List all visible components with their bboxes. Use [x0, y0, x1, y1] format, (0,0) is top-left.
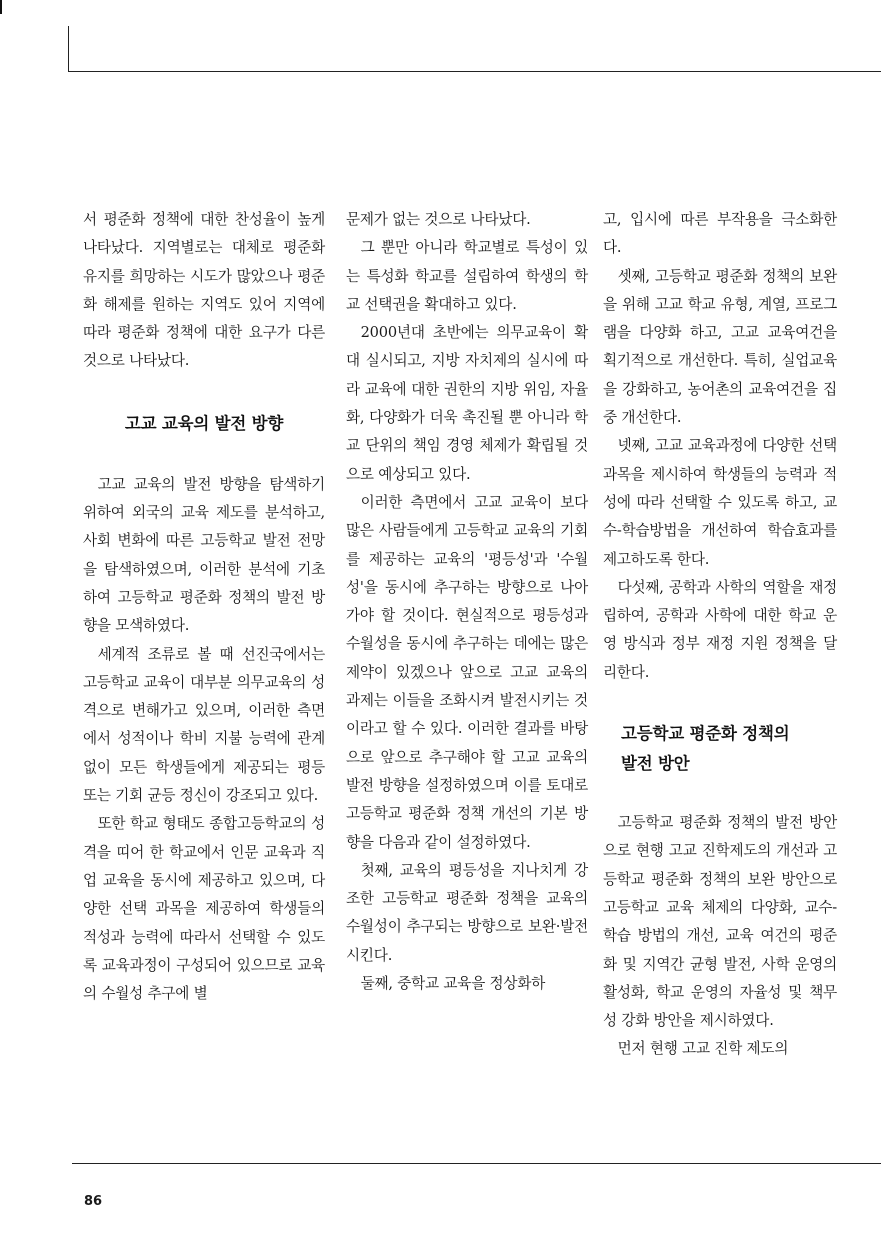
- paragraph: 고, 입시에 따른 부작용을 극소화한다.: [603, 211, 837, 257]
- paragraph: 넷째, 고교 교육과정에 다양한 선택 과목을 제시하여 학생들의 능력과 적성에 따라 선택할 수 있도록 하고, 교수-학습방법을 개선하여 학습효과를 제고하도록 한다.: [603, 437, 837, 568]
- paragraph: 그 뿐만 아니라 학교별로 특성이 있는 특성화 학교를 설립하여 학생의 학교 선택권을 확대하고 있다.: [346, 239, 588, 313]
- paragraph: 첫째, 교육의 평등성을 지나치게 강조한 고등학교 평준화 정책을 교육의 수월성이 추구되는 방향으로 보완·발전시킨다.: [346, 861, 588, 964]
- paragraph: 다섯째, 공학과 사학의 역할을 재정립하여, 공학과 사학에 대한 학교 운영 방식과 정부 재정 지원 정책을 달리한다.: [603, 578, 837, 681]
- section-heading-development-direction: 고교 교육의 발전 방향: [124, 413, 284, 433]
- paragraph: 2000년대 초반에는 의무교육이 확대 실시되고, 지방 자치제의 실시에 따라 교육에 대한 권한의 지방 위임, 자율화, 다양화가 더욱 촉진될 뿐 아니라 학교 단위의 책임 경영 체제가 확립될 것으로 예상되고 있다.: [346, 324, 588, 483]
- paragraph: 둘째, 중학교 교육을 정상화하: [360, 975, 546, 993]
- footer-rule: [72, 1163, 881, 1164]
- paragraph: 또한 학교 형태도 종합고등학교의 성격을 띠어 한 학교에서 인문 교육과 직업 교육을 동시에 제공하고 있으며, 다양한 선택 과목을 제공하여 학생들의 적성과 능력에 따라서 선택할 수 있도록 교육과정이 구성되어 있으므로 교육의 수월성 추구에 별: [83, 815, 325, 1003]
- paragraph: 이러한 측면에서 고교 교육이 보다 많은 사람들에게 고등학교 교육의 기회를 제공하는 교육의 '평등성'과 '수월성'을 동시에 추구하는 방향으로 나아가야 할 것이다. 현실적으로 평등성과 수월성을 동시에 추구하는 데에는 많은 제약이 있겠으나 앞으로 고교 교육의 과제는 이들을 조화시켜 발전시키는 것이라고 할 수 있다. 이러한 결과를 바탕으로 앞으로 추구해야 할 고교 교육의 발전 방향을 설정하였으며 이를 토대로 고등학교 평준화 정책 개선의 기본 방향을 다음과 같이 설정하였다.: [346, 493, 588, 851]
- page-number: 86: [84, 1194, 103, 1209]
- paragraph: 먼저 현행 고교 진학 제도의: [617, 1040, 789, 1058]
- section-heading-development-plan: [621, 719, 837, 779]
- heading-line: 발전 방안: [621, 754, 690, 774]
- paragraph: 문제가 없는 것으로 나타났다.: [346, 211, 531, 228]
- margin-tick-mark: [0, 0, 2, 14]
- paragraph: 셋째, 고등학교 평준화 정책의 보완을 위해 고교 학교 유형, 계열, 프로그램을 다양화 하고, 고교 교육여건을 획기적으로 개선한다. 특히, 실업교육을 강화하고, 농어촌의 교육여건을 집중 개선한다.: [603, 267, 837, 427]
- heading-line: 고등학교 평준화 정책의: [621, 724, 790, 744]
- column-right: [603, 206, 837, 1064]
- paragraph: 세계적 조류로 볼 때 선진국에서는 고등학교 교육이 대부분 의무교육의 성격으로 변해가고 있으며, 이러한 측면에서 성적이나 학비 지불 능력에 관계없이 모든 학생들에게 제공되는 평등 또는 기회 균등 정신이 강조되고 있다.: [83, 645, 325, 805]
- column-middle: [346, 206, 588, 998]
- paragraph: 서 평준화 정책에 대한 찬성율이 높게 나타났다. 지역별로는 대체로 평준화 유지를 희망하는 시도가 많았으나 평준화 해제를 원하는 지역도 있어 지역에 따라 평준화 정책에 대한 요구가 다른 것으로 나타났다.: [83, 211, 325, 370]
- header-frame: [68, 26, 881, 72]
- paragraph: 고교 교육의 발전 방향을 탐색하기 위하여 외국의 교육 제도를 분석하고, 사회 변화에 따른 고등학교 발전 전망을 탐색하였으며, 이러한 분석에 기초하여 고등학교 평준화 정책의 발전 방향을 모색하였다.: [83, 475, 325, 635]
- paragraph: 고등학교 평준화 정책의 발전 방안으로 현행 고교 진학제도의 개선과 고등학교 평준화 정책의 보완 방안으로 고등학교 교육 체제의 다양화, 교수-학습 방법의 개선, 교육 여건의 평준화 및 지역간 균형 발전, 사학 운영의 활성화, 학교 운영의 자율성 및 책무성 강화 방안을 제시하였다.: [603, 814, 837, 1030]
- column-left: [83, 206, 325, 1008]
